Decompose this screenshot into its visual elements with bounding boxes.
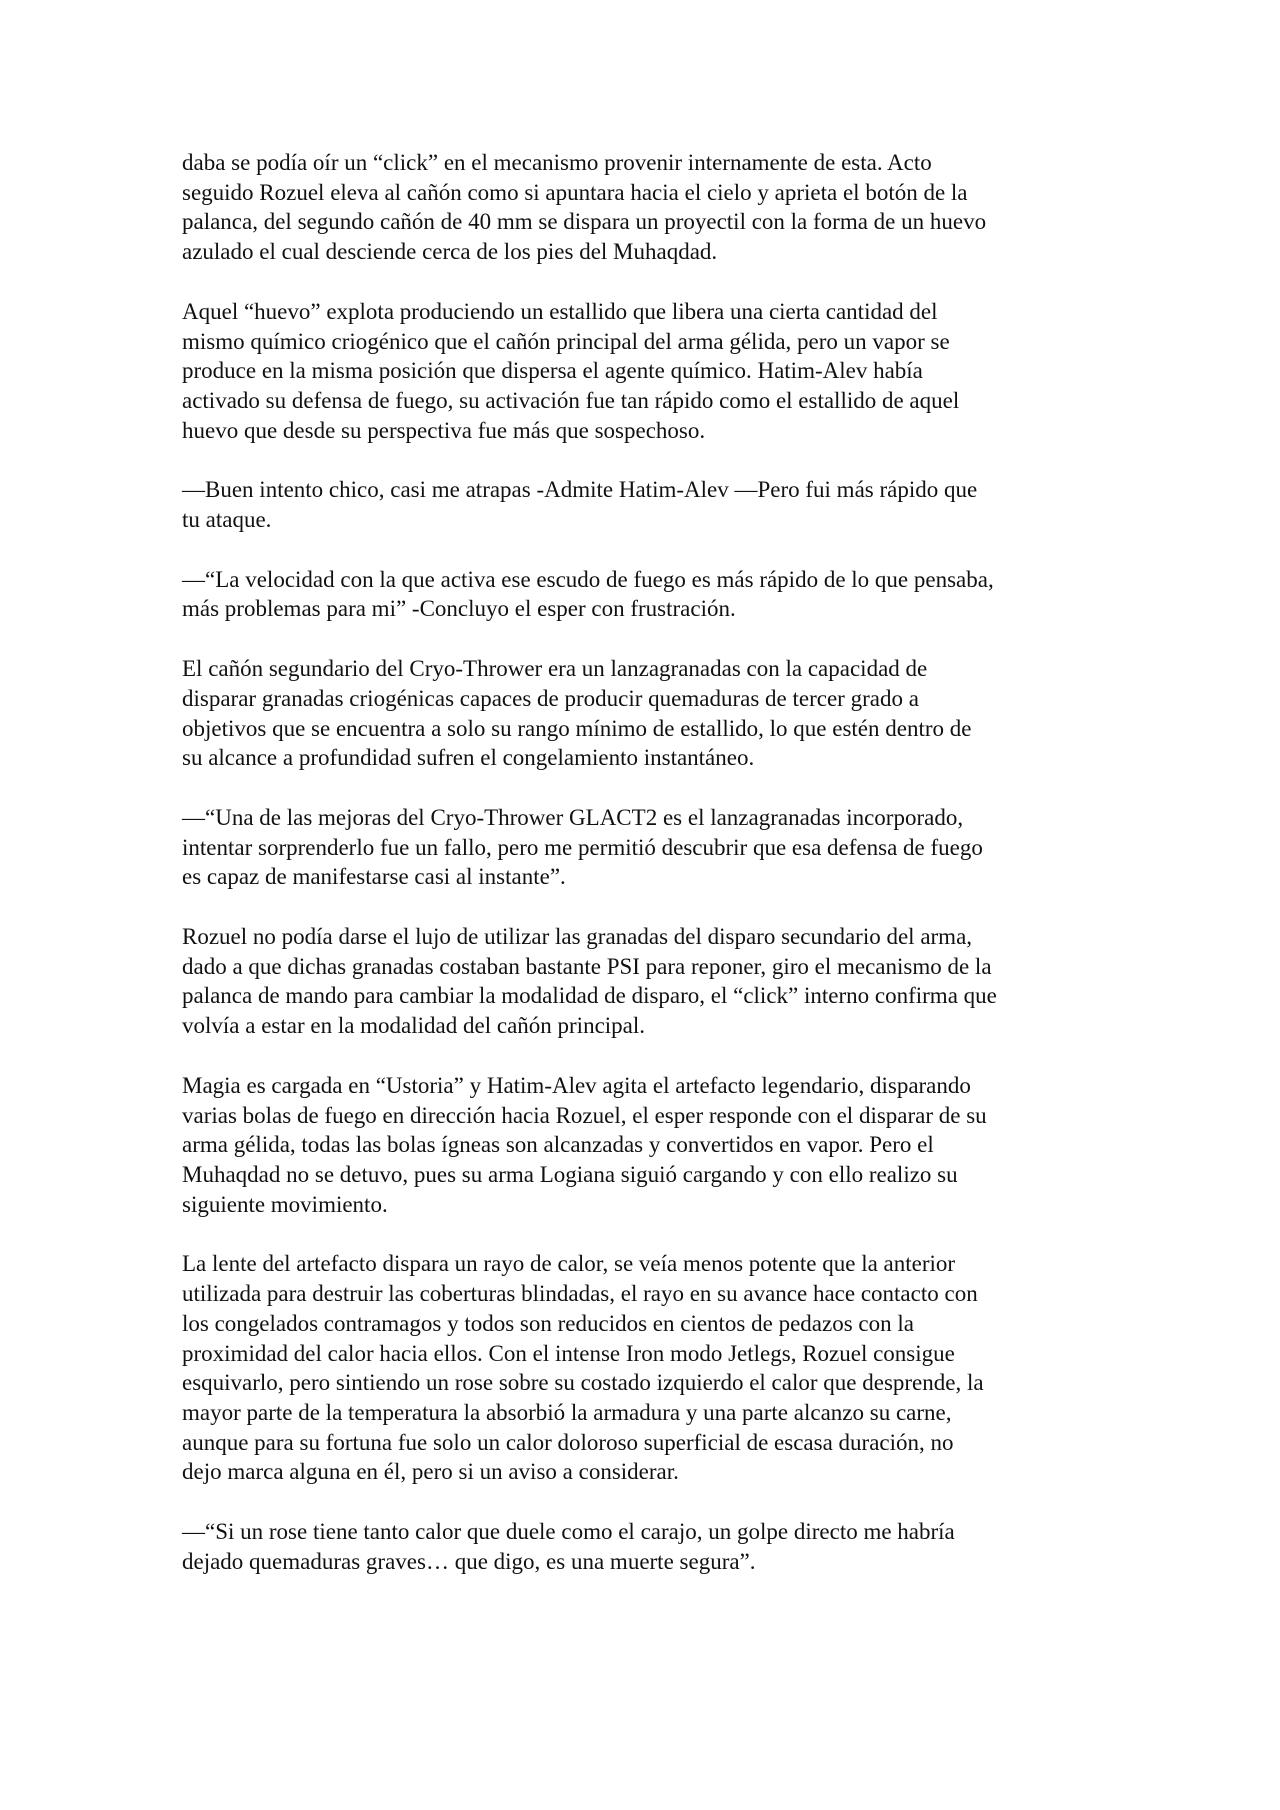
paragraph [182, 475, 1102, 534]
text-line: activado su defensa de fuego, su activación fue tan rápido como el estallido de aquel [182, 387, 960, 413]
text-line: —“La velocidad con la que activa ese escudo de fuego es más rápido de lo que pensaba, [182, 566, 994, 592]
paragraph [182, 654, 1102, 773]
text-line: La lente del artefacto dispara un rayo de calor, se veía menos potente que la anterior [182, 1251, 956, 1277]
text-line: utilizada para destruir las coberturas blindadas, el rayo en su avance hace contacto con [182, 1281, 978, 1307]
text-line: esquivarlo, pero sintiendo un rose sobre su costado izquierdo el calor que desprende, la [182, 1370, 984, 1396]
text-line: daba se podía oír un “click” en el mecanismo provenir internamente de esta. Acto [182, 150, 932, 175]
text-line: seguido Rozuel eleva al cañón como si apuntara hacia el cielo y aprieta el botón de la [182, 179, 968, 205]
text-line: Aquel “huevo” explota produciendo un estallido que libera una cierta cantidad del [182, 298, 938, 324]
paragraph [182, 803, 1102, 892]
text-line: dejado quemaduras graves… que digo, es una muerte segura”. [182, 1548, 756, 1574]
text-line: huevo que desde su perspectiva fue más que sospechoso. [182, 417, 706, 443]
paragraph [182, 1249, 1102, 1487]
text-line: —“Una de las mejoras del Cryo-Thrower GLACT2 es el lanzagranadas incorporado, [182, 804, 964, 830]
paragraph [182, 1071, 1102, 1220]
paragraph [182, 922, 1102, 1041]
text-line: mayor parte de la temperatura la absorbió la armadura y una parte alcanzo su carne, [182, 1399, 952, 1425]
paragraph [182, 565, 1102, 624]
text-line: siguiente movimiento. [182, 1191, 388, 1217]
text-line: azulado el cual desciende cerca de los pies del Muhaqdad. [182, 239, 718, 265]
text-line: produce en la misma posición que dispersa el agente químico. Hatim-Alev había [182, 358, 923, 384]
text-line: palanca de mando para cambiar la modalidad de disparo, el “click” interno confirma que [182, 983, 997, 1009]
text-line: palanca, del segundo cañón de 40 mm se dispara un proyectil con la forma de un huevo [182, 209, 987, 235]
text-line: su alcance a profundidad sufren el congelamiento instantáneo. [182, 745, 755, 771]
text-line: El cañón segundario del Cryo-Thrower era un lanzagranadas con la capacidad de [182, 656, 928, 682]
text-line: —“Si un rose tiene tanto calor que duele como el carajo, un golpe directo me habría [182, 1519, 955, 1545]
text-line: los congelados contramagos y todos son reducidos en cientos de pedazos con la [182, 1310, 914, 1336]
text-line: dejo marca alguna en él, pero si un aviso a considerar. [182, 1459, 679, 1485]
text-line: arma gélida, todas las bolas ígneas son alcanzadas y convertidos en vapor. Pero el [182, 1132, 934, 1158]
document-body [182, 148, 1102, 1606]
text-line: Muhaqdad no se detuvo, pues su arma Logiana siguió cargando y con ello realizo su [182, 1161, 958, 1187]
text-line: intentar sorprenderlo fue un fallo, pero me permitió descubrir que esa defensa de fuego [182, 834, 983, 860]
paragraph [182, 148, 1102, 267]
text-line: más problemas para mi” -Concluyo el esper con frustración. [182, 596, 736, 622]
paragraph [182, 1517, 1102, 1576]
text-line: Magia es cargada en “Ustoria” y Hatim-Alev agita el artefacto legendario, disparando [182, 1072, 971, 1098]
text-line: varias bolas de fuego en dirección hacia Rozuel, el esper responde con el disparar de su [182, 1102, 987, 1128]
text-line: tu ataque. [182, 507, 272, 533]
paragraph [182, 297, 1102, 446]
text-line: volvía a estar en la modalidad del cañón principal. [182, 1013, 646, 1039]
text-line: proximidad del calor hacia ellos. Con el intense Iron modo Jetlegs, Rozuel consigue [182, 1340, 955, 1366]
text-line: es capaz de manifestarse casi al instante”. [182, 864, 566, 890]
text-line: objetivos que se encuentra a solo su rango mínimo de estallido, lo que estén dentro de [182, 715, 972, 741]
text-line: —Buen intento chico, casi me atrapas -Admite Hatim-Alev —Pero fui más rápido que [182, 477, 978, 503]
text-line: Rozuel no podía darse el lujo de utilizar las granadas del disparo secundario del arma, [182, 924, 973, 950]
text-line: mismo químico criogénico que el cañón principal del arma gélida, pero un vapor se [182, 328, 950, 354]
text-line: aunque para su fortuna fue solo un calor doloroso superficial de escasa duración, no [182, 1429, 954, 1455]
text-line: disparar granadas criogénicas capaces de producir quemaduras de tercer grado a [182, 685, 919, 711]
text-line: dado a que dichas granadas costaban bastante PSI para reponer, giro el mecanismo de la [182, 953, 992, 979]
